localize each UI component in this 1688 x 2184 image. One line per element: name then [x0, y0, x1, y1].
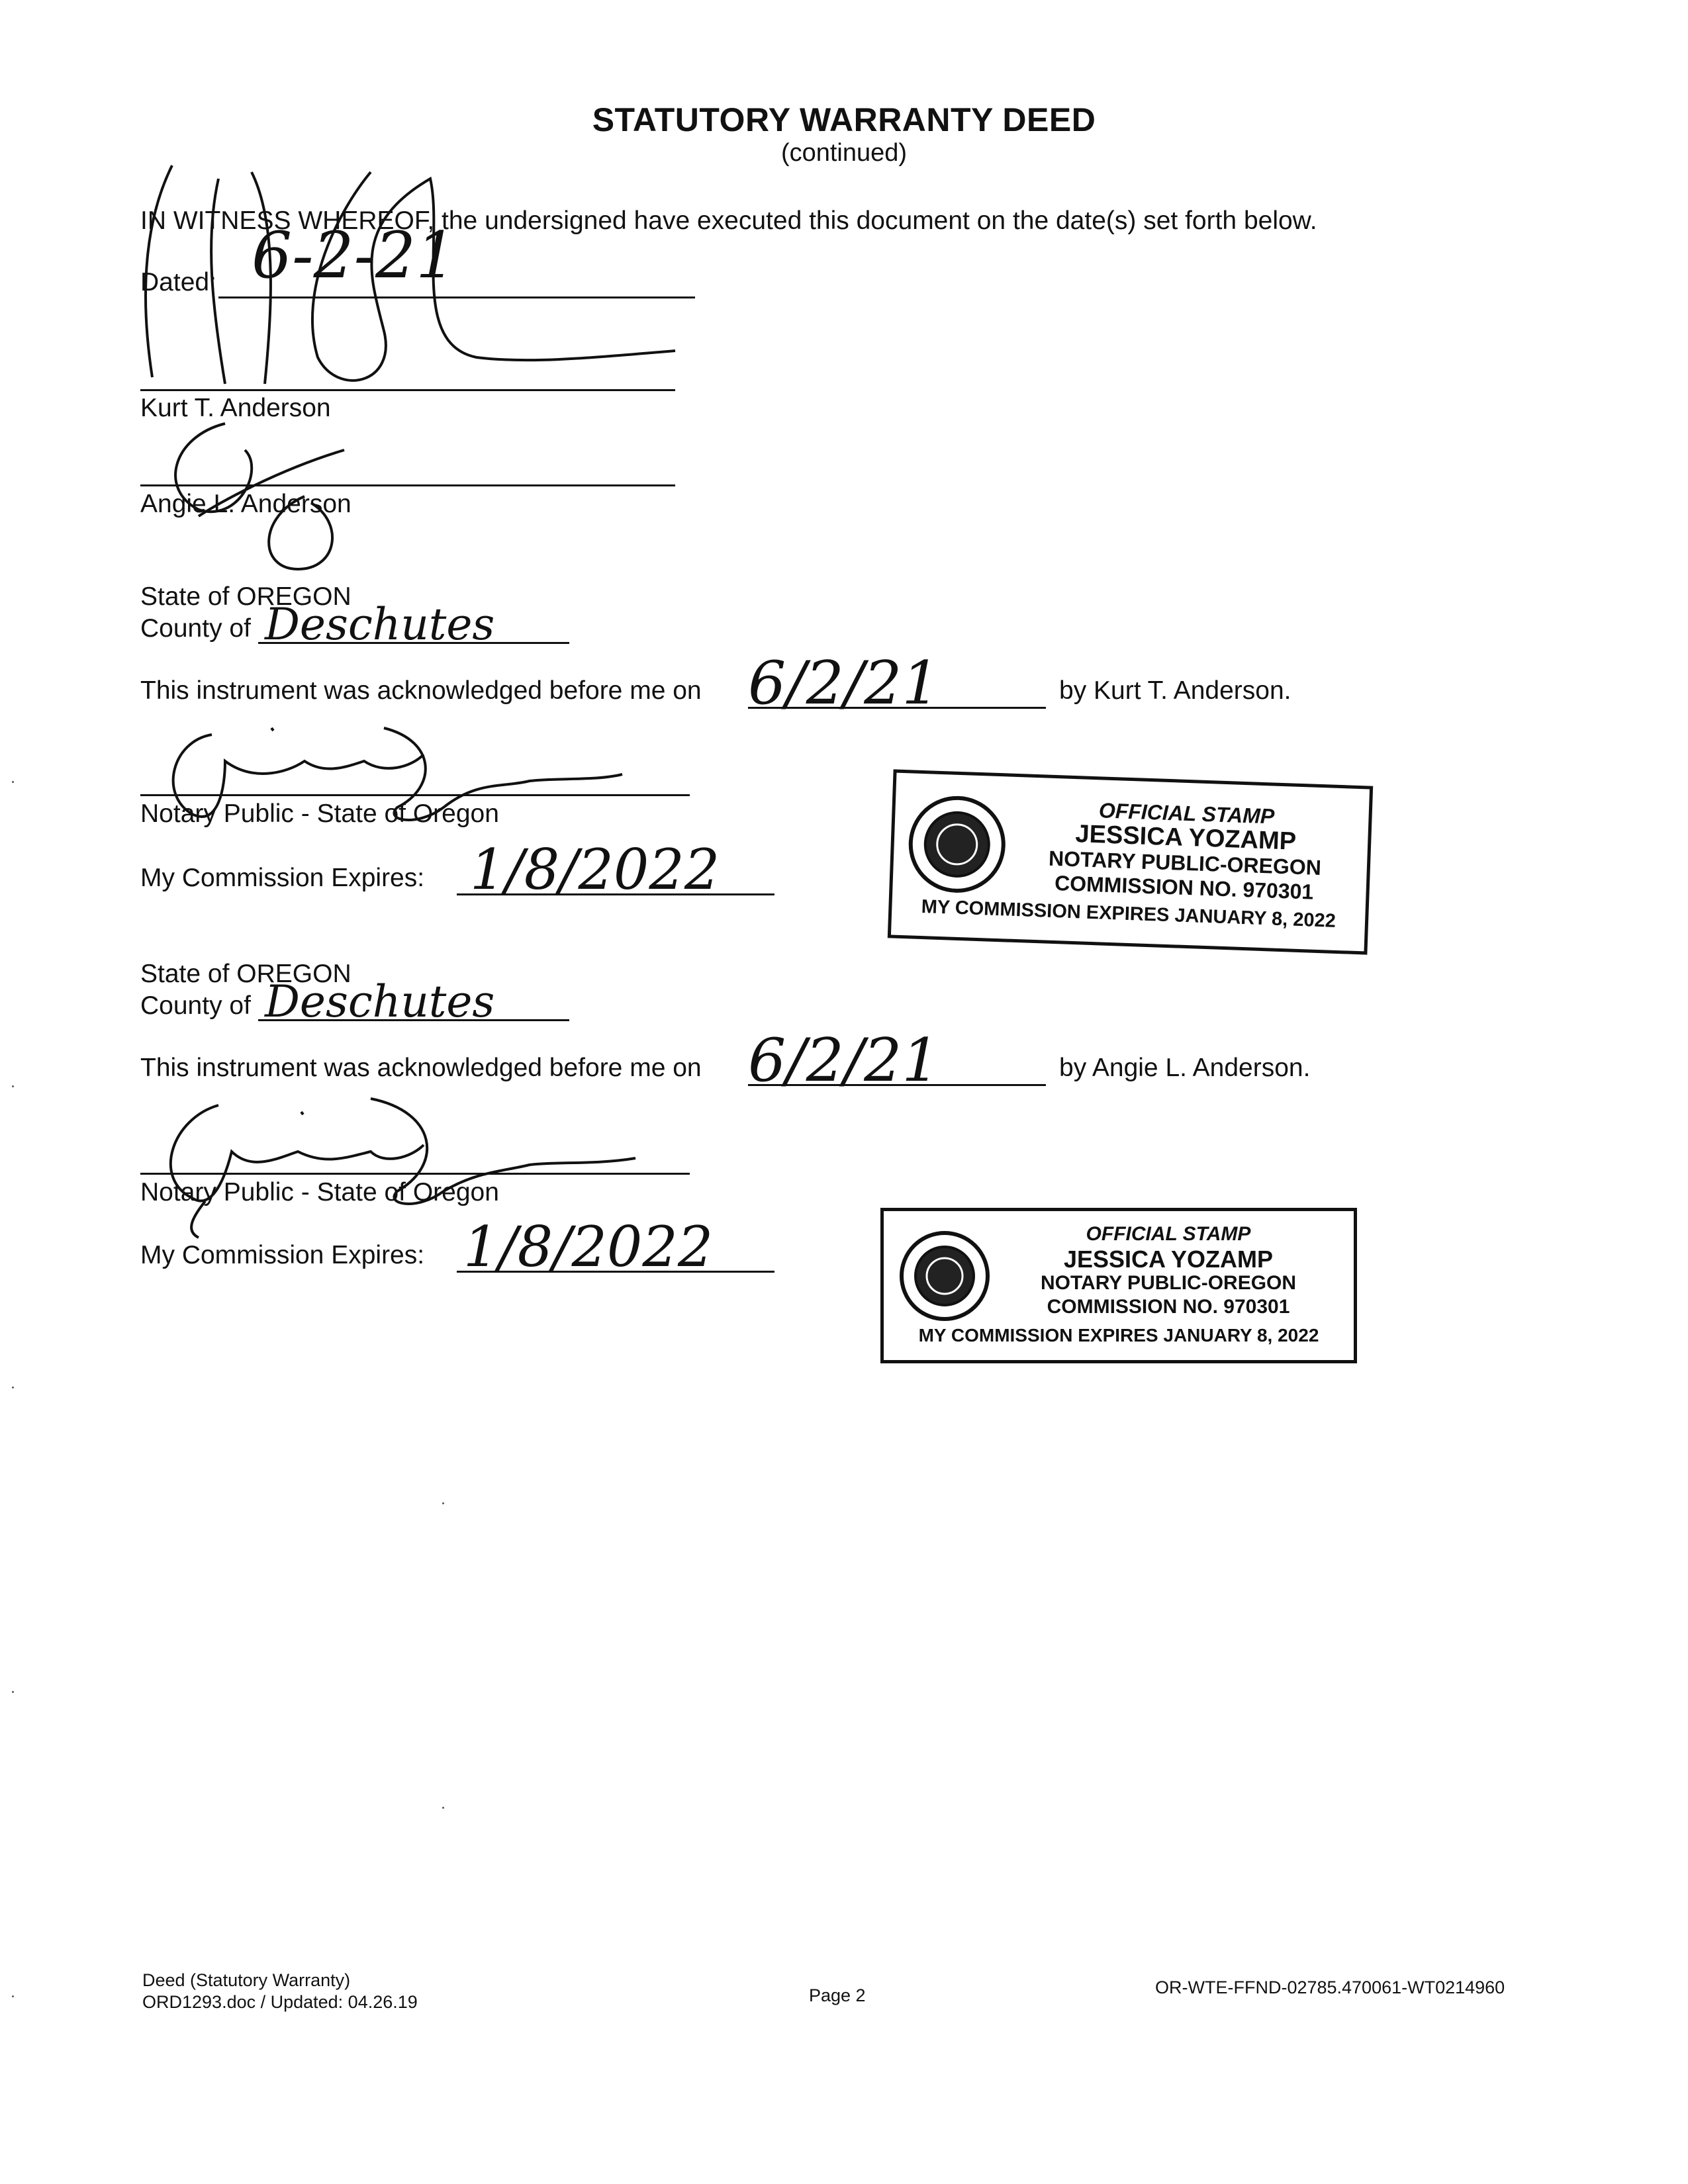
scan-speck	[12, 1085, 14, 1087]
ack-1-expires: 1/8/2022	[470, 837, 720, 902]
ack-2-county-label: County of	[140, 991, 251, 1020]
witness-clause: IN WITNESS WHEREOF, the undersigned have executed this document on the date(s) set forth below.	[140, 206, 1317, 235]
notary-seal-icon	[906, 793, 1008, 895]
document-title: STATUTORY WARRANTY DEED	[592, 101, 1096, 138]
stamp-2-line1: OFFICIAL STAMP	[1086, 1223, 1251, 1245]
notary-stamp-1	[888, 769, 1373, 954]
dated-label: Dated:	[140, 268, 216, 296]
scan-speck	[12, 1995, 14, 1997]
signer-2-name: Angie L. Anderson	[140, 490, 352, 518]
scan-speck	[12, 1691, 14, 1693]
stamp-2-line4: COMMISSION NO. 970301	[1047, 1296, 1290, 1318]
stamp-2-line3: NOTARY PUBLIC-OREGON	[1040, 1272, 1297, 1294]
footer-doc-file: ORD1293.doc / Updated: 04.26.19	[142, 1992, 418, 2012]
stamp-1-line3: NOTARY PUBLIC-OREGON	[1048, 846, 1322, 880]
signer-2-line	[140, 484, 675, 486]
ack-1-expires-label: My Commission Expires:	[140, 864, 425, 892]
footer-page-number: Page 2	[809, 1985, 866, 2005]
ack-1-by: by Kurt T. Anderson.	[1059, 676, 1291, 705]
ack-1-county: Deschutes	[265, 599, 495, 650]
scan-speck	[12, 781, 14, 783]
ack-2-notary-line	[140, 1173, 690, 1175]
scan-speck	[12, 1387, 14, 1388]
stamp-1-line2: JESSICA YOZAMP	[1074, 820, 1297, 856]
footer-doc-type: Deed (Statutory Warranty)	[142, 1970, 351, 1990]
stamp-1-line5: MY COMMISSION EXPIRES JANUARY 8, 2022	[921, 896, 1336, 932]
dated-handwritten: 6-2-21	[252, 218, 457, 293]
stamp-2-line2: JESSICA YOZAMP	[1063, 1246, 1274, 1273]
dated-line	[218, 296, 695, 298]
ack-1-notary-label: Notary Public - State of Oregon	[140, 799, 499, 828]
ack-1-text: This instrument was acknowledged before me on	[140, 676, 702, 705]
ack-1-notary-line	[140, 794, 690, 796]
footer-reference: OR-WTE-FFND-02785.470061-WT0214960	[1155, 1978, 1505, 1997]
document-subtitle: (continued)	[780, 139, 908, 167]
signer-1-name: Kurt T. Anderson	[140, 394, 331, 422]
signer-1-line	[140, 389, 675, 391]
notary-stamp-2	[880, 1208, 1357, 1363]
ack-1-state: State of OREGON	[140, 582, 352, 611]
stamp-1-line4: COMMISSION NO. 970301	[1054, 871, 1314, 904]
ack-2-state: State of OREGON	[140, 960, 352, 988]
ack-2-notary-label: Notary Public - State of Oregon	[140, 1178, 499, 1206]
ack-2-by: by Angie L. Anderson.	[1059, 1054, 1311, 1082]
ack-2-date: 6/2/21	[748, 1026, 940, 1095]
scan-speck	[442, 1502, 444, 1504]
scan-speck	[442, 1807, 444, 1809]
ack-2-expires-label: My Commission Expires:	[140, 1241, 425, 1269]
stamp-1-line1: OFFICIAL STAMP	[1098, 798, 1275, 829]
ack-1-county-label: County of	[140, 614, 251, 643]
ack-1-date: 6/2/21	[748, 649, 940, 718]
ack-2-text: This instrument was acknowledged before me on	[140, 1054, 702, 1082]
stamp-2-line5: MY COMMISSION EXPIRES JANUARY 8, 2022	[918, 1325, 1319, 1345]
notary-seal-icon	[898, 1230, 991, 1322]
ack-2-expires: 1/8/2022	[463, 1214, 714, 1279]
ack-2-county: Deschutes	[265, 976, 495, 1027]
